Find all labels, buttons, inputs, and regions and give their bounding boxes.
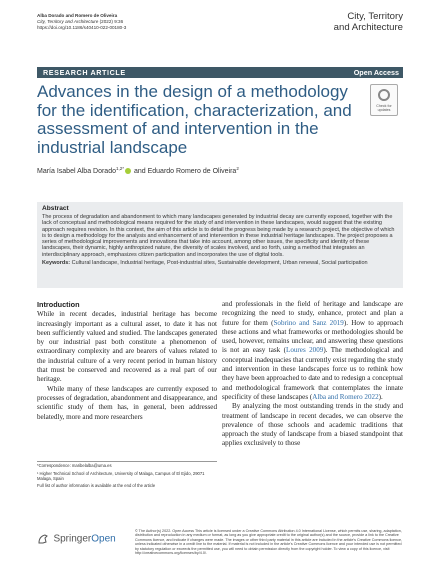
section-heading-introduction: Introduction bbox=[37, 300, 80, 309]
paragraph: By analyzing the most outstanding trends in the study and treatment of landscape in recent decades, we can observe the prevalence of those schools and academic traditions that approach the study of landscape from a biased standpoint that applies exclusively to those bbox=[222, 402, 403, 448]
check-for-updates-badge[interactable] bbox=[370, 84, 398, 116]
open-access-label: Open Access bbox=[353, 68, 399, 77]
paragraph: and professionals in the field of heritage and landscape are recognizing the need to study, enhance, protect and plan a future for them (Sobrino and Sanz 2019). How to approach these actions and what frameworks or methodologies should be used, however, remains unclear, and answering these questions is not an easy task (Loures 2009). The methodological and conceptual inadequacies that currently exist regarding the study and intervention in these landscapes force us to rethink how they have been approached to date and to redesign a conceptual and methodological framework that contemplates the innate specificity of these landscapes (Alba and Romero 2022). bbox=[222, 300, 404, 401]
author-list bbox=[37, 166, 239, 175]
keywords-label: Keywords: bbox=[42, 260, 71, 267]
paragraph: While in recent decades, industrial heritage has become increasingly important as a cultural asset, to date it has not been sufficiently valued and studied. The landscapes generated by our industrial past both constitute a phenomenon of extraordinary complexity and are bearers of values related to the industrial culture of a very recent period in human history that must be conserved and recovered as a real part of our heritage. bbox=[37, 310, 217, 384]
body-column-left bbox=[37, 300, 217, 422]
citation-link[interactable]: Alba and Romero 2022 bbox=[312, 392, 379, 401]
author-1-affil: 1,2* bbox=[116, 166, 125, 171]
abstract-heading: Abstract bbox=[42, 205, 69, 212]
author-2-affil: 2 bbox=[236, 166, 239, 171]
correspondence-note: *Correspondence: maribelalba@uma.es bbox=[37, 463, 112, 468]
updates-label: Check for updates bbox=[376, 104, 392, 112]
header-doi[interactable]: https://doi.org/10.1186/s40410-022-00180-3 bbox=[37, 25, 127, 31]
citation-link[interactable]: Sobrino and Sanz 2019 bbox=[273, 318, 344, 327]
springer-horse-icon bbox=[37, 533, 49, 545]
running-header bbox=[37, 13, 126, 32]
journal-name-line1: City, Territory bbox=[347, 11, 403, 22]
updates-icon bbox=[378, 89, 390, 101]
publisher-logo bbox=[37, 530, 116, 548]
header-authors: Alba Dorado and Romero de Oliveira bbox=[37, 13, 118, 18]
author-info-note: Full list of author information is available at the end of the article bbox=[37, 483, 156, 488]
author-1: María Isabel Alba Dorado bbox=[37, 168, 116, 175]
citation-link[interactable]: Loures 2009 bbox=[286, 346, 324, 355]
publisher-name: SpringerOpen bbox=[53, 533, 116, 545]
keywords bbox=[42, 260, 398, 266]
author-2: and Eduardo Romero de Oliveira bbox=[133, 168, 237, 175]
article-type-banner bbox=[37, 67, 403, 78]
article-type-label: RESEARCH ARTICLE bbox=[43, 68, 126, 77]
header-journal: City, Territory and Architecture bbox=[37, 19, 99, 25]
article-title: Advances in the design of a methodology for the identification, characterization, and assessment of and intervention in the industrial landscape bbox=[37, 82, 352, 157]
affiliation-note: ¹ Higher Technical School of Architecture, University of Malaga, Campus of El Ejido, 29071 Malaga, Spain bbox=[37, 471, 205, 482]
abstract-text: The process of degradation and abandonment to which many landscapes generated by industrial decay are currently exposed, together with the lack of conceptual and methodological means required for the study of and intervention in these landscapes, would suggest that the existing approach requires revision. In this context, the aim of this article is to detail the progress being made by a research project, the objective of which is to design a methodology for the analysis and enhancement of and intervention in these industrial heritage landscapes. The project proposes a series of methodological improvements and innovations that take into account, among other issues, the specificity and identity of these landscapes, their dynamic, highly anthropized nature, the diversity of scales involved, and so forth, using a method that integrates an interdisciplinary approach, emphasizes citizen participation and incorporates the use of digital tools. bbox=[42, 214, 395, 258]
journal-name bbox=[334, 12, 403, 33]
abstract-box bbox=[37, 202, 403, 288]
footnote-divider bbox=[37, 461, 217, 462]
journal-name-line2: and Architecture bbox=[333, 21, 403, 33]
orcid-icon[interactable] bbox=[125, 168, 131, 174]
keywords-list: Cultural landscape, Industrial heritage, Post-industrial sites, Sustainable development, Urban renewal, Social participation bbox=[71, 260, 368, 267]
body-column-right bbox=[222, 300, 403, 449]
header-volume: (2022) 9:36 bbox=[99, 19, 124, 25]
license-text: © The Author(s) 2022. Open Access This article is licensed under a Creative Commons Attribution 4.0 International License, which permits use, sharing, adaptation, distribution and reproduction in any medium or format, as long as you give appropriate credit to the original author(s) and the source, provide a link to the Creative Commons licence, and indicate if changes were made. The images or other third party material in this article are included in the article's Creative Commons licence, unless indicated otherwise in a credit line to the material. If material is not included in the article's Creative Commons licence and your intended use is not permitted by statutory regulation or exceeds the permitted use, you will need to obtain permission directly from the copyright holder. To view a copy of this licence, visit http://creativecommons.org/licenses/by/4.0/. bbox=[135, 529, 403, 556]
paragraph: While many of these landscapes are currently exposed to processes of degradation, abandonment and disappearance, and scientific study of them has, in general, been addressed belatedly, more and more researchers bbox=[37, 384, 217, 421]
